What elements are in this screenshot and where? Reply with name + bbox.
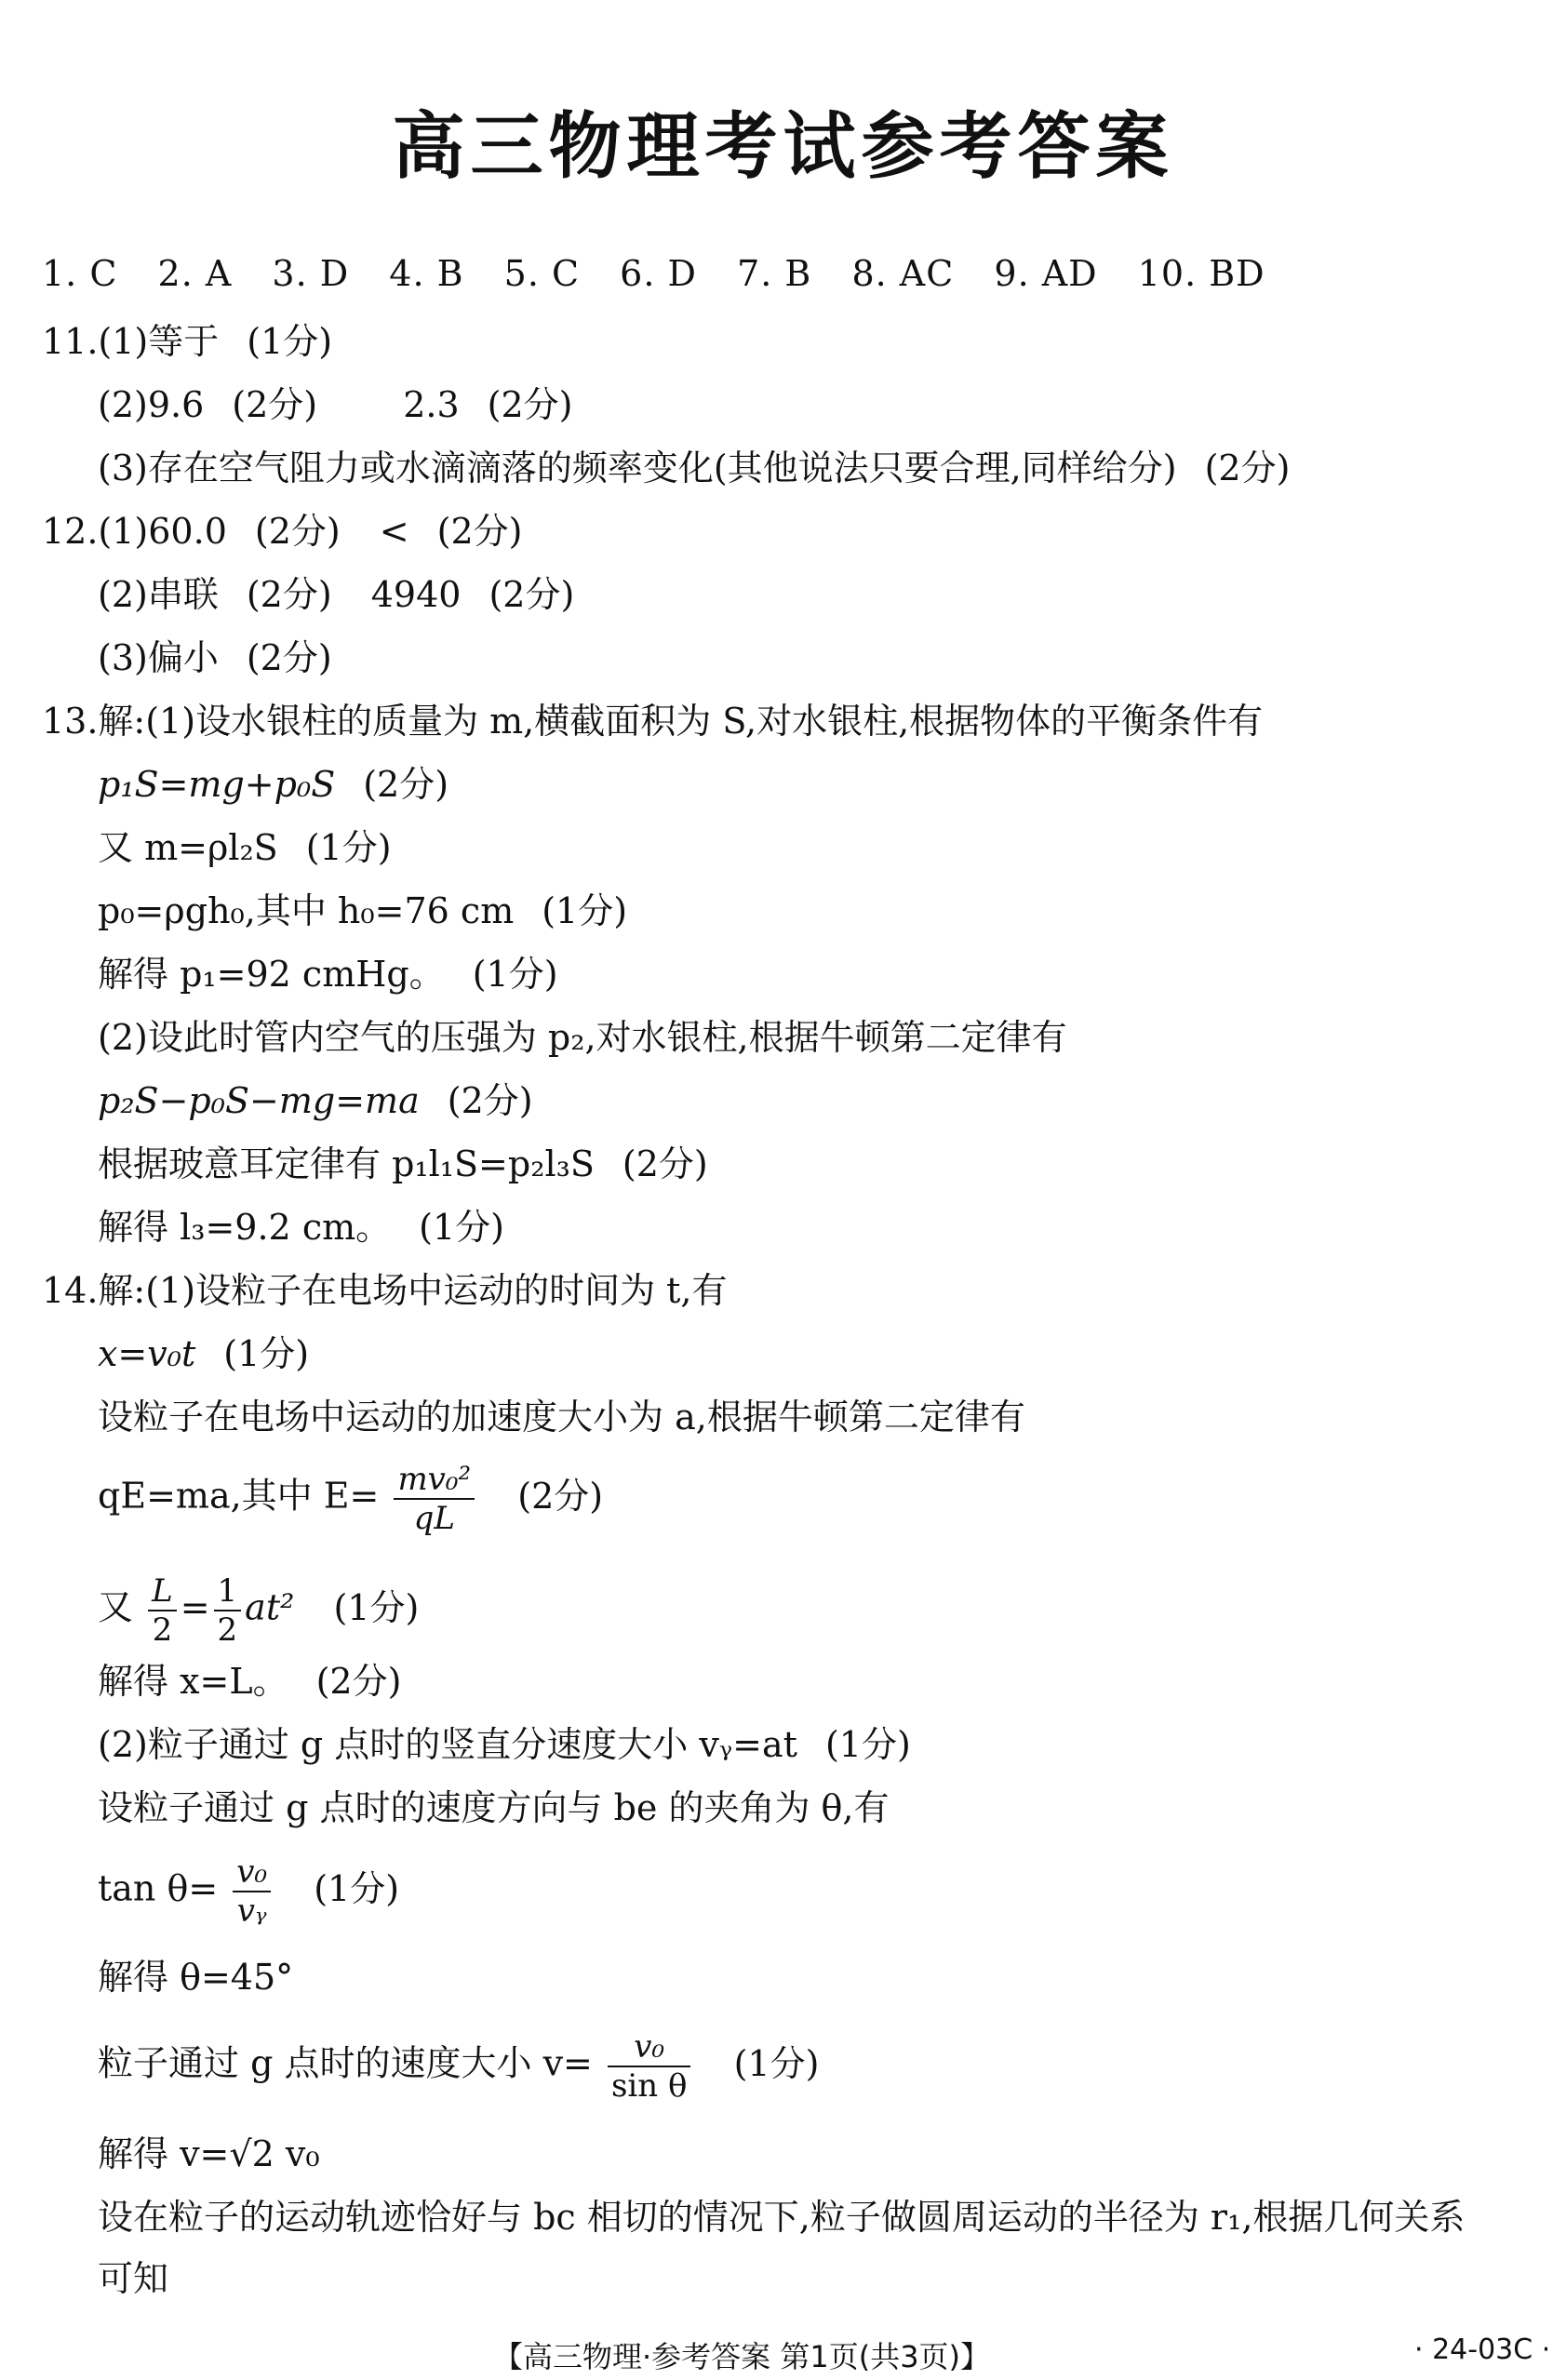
answer-item: 3. D (272, 253, 350, 294)
q14-line-11: 粒子通过 g 点时的速度大小 v= $\frac{\text{v₀}}{\text{sin θ}}$ (1分) (98, 2028, 820, 2105)
q11-line-1: 11.(1)等于 (1分) (42, 321, 333, 362)
q11-line-3: (3)存在空气阻力或水滴滴落的频率变化(其他说法只要合理,同样给分) (2分) (98, 448, 1291, 488)
answer-item: 4. B (389, 253, 464, 294)
q14-line-3: 设粒子在电场中运动的加速度大小为 a,根据牛顿第二定律有 (98, 1397, 1025, 1437)
q14-line-4: qE=ma,其中 E= $\frac{\text{mv₀²}}{qL}$ (2分) (98, 1461, 604, 1537)
q13-line-2: p₁S=mg+p₀S (2分) (98, 764, 449, 805)
page-title: 高三物理考试参考答案 (392, 105, 1174, 189)
q14-line-14: 可知 (98, 2258, 169, 2299)
q13-line-1: 13.解:(1)设水银柱的质量为 m,横截面积为 S,对水银柱,根据物体的平衡条件有 (42, 701, 1264, 742)
answer-item: 9. AD (994, 253, 1098, 294)
q12-line-1: 12.(1)60.0 (2分) < (2分) (42, 511, 523, 552)
page-footer: 【高三物理·参考答案 第1页(共3页)】 (493, 2339, 991, 2374)
q14-line-7: (2)粒子通过 g 点时的竖直分速度大小 vᵧ=at (1分) (98, 1724, 911, 1765)
q13-line-4: p₀=ρgh₀,其中 h₀=76 cm (1分) (98, 890, 628, 931)
document-code: · 24-03C · (1414, 2333, 1551, 2366)
q14-line-8: 设粒子通过 g 点时的速度方向与 be 的夹角为 θ,有 (98, 1787, 890, 1828)
q14-line-10: 解得 θ=45° (98, 1957, 294, 1998)
q13-line-9: 解得 l₃=9.2 cm。 (1分) (98, 1207, 504, 1248)
answer-item: 6. D (620, 253, 697, 294)
multiple-choice-answers (42, 253, 1293, 294)
answer-item: 2. A (157, 253, 233, 294)
q14-line-6: 解得 x=L。 (2分) (98, 1661, 402, 1702)
answer-item: 10. BD (1137, 253, 1265, 294)
answer-item: 1. C (42, 253, 118, 294)
q14-line-12: 解得 v=√2 v₀ (98, 2133, 320, 2174)
q13-line-5: 解得 p₁=92 cmHg。 (1分) (98, 954, 558, 995)
q12-line-3: (3)偏小 (2分) (98, 637, 332, 678)
q13-line-7: p₂S−p₀S−mg=ma (2分) (98, 1080, 533, 1121)
q11-line-2: (2)9.6 (2分) 2.3 (2分) (98, 384, 573, 425)
answer-item: 8. AC (851, 253, 955, 294)
answer-item: 7. B (737, 253, 812, 294)
fraction: $\frac{L}{2}$ (148, 1572, 177, 1649)
fraction: $\frac{\text{mv₀²}}{qL}$ (394, 1461, 475, 1537)
q14-line-2: x=v₀t (1分) (98, 1333, 310, 1374)
q14-line-5: 又 $\frac{L}{2}$ = $\frac{1}{2}$ at² (1分) (98, 1572, 420, 1649)
fraction: $\frac{\text{v₀}}{\text{sin θ}}$ (608, 2028, 691, 2105)
q14-line-13: 设在粒子的运动轨迹恰好与 bc 相切的情况下,粒子做圆周运动的半径为 r₁,根据几何关系 (98, 2197, 1466, 2238)
fraction: $\frac{1}{2}$ (214, 1572, 242, 1649)
fraction: $\frac{\text{v₀}}{\text{vᵧ}}$ (233, 1853, 271, 1930)
q13-line-8: 根据玻意耳定律有 p₁l₁S=p₂l₃S (2分) (98, 1143, 708, 1184)
q12-line-2: (2)串联 (2分) 4940 (2分) (98, 574, 575, 615)
answer-item: 5. C (503, 253, 581, 294)
q14-line-1: 14.解:(1)设粒子在电场中运动的时间为 t,有 (42, 1270, 728, 1311)
q13-line-3: 又 m=ρl₂S (1分) (98, 827, 392, 868)
q14-line-9: tan θ= $\frac{\text{v₀}}{\text{vᵧ}}$ (1分) (98, 1853, 400, 1930)
q13-line-6: (2)设此时管内空气的压强为 p₂,对水银柱,根据牛顿第二定律有 (98, 1017, 1067, 1058)
